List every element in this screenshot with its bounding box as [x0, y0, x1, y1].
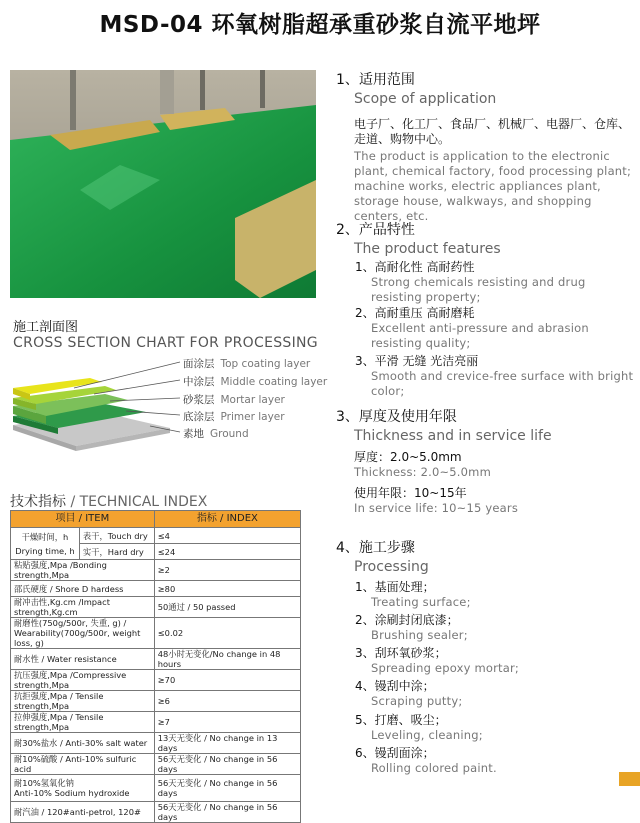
thickness-section	[336, 406, 636, 516]
table-row: 拉伸强度,Mpa / Tensile strength,Mpa ≥7	[11, 712, 301, 733]
scope-heading: 1、适用范围	[336, 72, 415, 88]
scope-body-cn: 电子厂、化工厂、食品厂、机械厂、电器厂、仓库、走道、购物中心。	[354, 117, 631, 146]
process-step: 3、刮环氧砂浆； Spreading epoxy mortar;	[355, 646, 519, 675]
table-row: 抗拒强度,Mpa / Tensile strength,Mpa ≥6	[11, 691, 301, 712]
drying-time-cell: 干燥时间，h Drying time, h	[11, 528, 80, 560]
scope-section	[336, 69, 636, 224]
cross-section-title-cn: 施工剖面图	[13, 320, 79, 335]
table-row: 粘贴强度,Mpa /Bonding strength,Mpa ≥2	[11, 560, 301, 581]
process-step: 1、基面处理； Treating surface;	[355, 580, 471, 609]
cross-section-title-en: CROSS SECTION CHART FOR PROCESSING	[13, 335, 318, 351]
scope-heading-en: Scope of application	[354, 91, 497, 107]
processing-heading-en: Processing	[354, 559, 429, 575]
thickness-heading-en: Thickness and in service life	[354, 428, 552, 444]
feature-item: 1、高耐化性 高耐药性 Strong chemicals resisting and drug resisting property;	[355, 260, 586, 304]
features-heading-en: The product features	[354, 241, 501, 257]
technical-index-table	[10, 510, 301, 823]
table-row: 抗压强度,Mpa /Compressive strength,Mpa ≥70	[11, 670, 301, 691]
table-row: 耐汽油 / 120#anti-petrol, 120# 56天无变化 / No change in 56 days	[11, 802, 301, 823]
service-life-cn: 使用年限：10~15年	[354, 486, 467, 500]
table-row: 耐冲击性,Kg.cm /Impact strength,Kg.cm 50通过 / 50 passed	[11, 597, 301, 618]
layer-label-ground: 素地 Ground	[183, 428, 249, 440]
features-section	[336, 219, 636, 257]
page-number-tab	[619, 772, 640, 786]
process-step: 2、涂刷封闭底漆； Brushing sealer;	[355, 613, 468, 642]
thickness-heading: 3、厚度及使用年限	[336, 409, 457, 425]
cross-section-diagram	[10, 352, 328, 452]
features-heading: 2、产品特性	[336, 222, 415, 238]
process-step: 4、镘刮中涂； Scraping putty;	[355, 679, 463, 708]
thickness-en: Thickness: 2.0~5.0mm	[354, 465, 491, 479]
layer-label-middle: 中涂层 Middle coating layer	[183, 376, 328, 388]
layer-label-mortar: 砂浆层 Mortar layer	[183, 394, 285, 406]
table-row	[11, 528, 301, 544]
processing-heading: 4、施工步骤	[336, 540, 415, 556]
hard-dry-cell: 实干，Hard dry	[79, 544, 154, 560]
touch-dry-cell: 表干，Touch dry	[79, 528, 154, 544]
table-row: 耐30%盐水 / Anti-30% salt water 13天无变化 / No change in 13 days	[11, 733, 301, 754]
table-header	[11, 511, 301, 528]
scope-body-en: The product is application to the electronic plant, chemical factory, food processing plant; machine works, electric appliances plant, storage house, walkways, and shopping centers, etc.	[354, 149, 632, 223]
cross-section-title	[13, 316, 318, 351]
table-row: 耐10%硫酸 / Anti-10% sulfuric acid 56天无变化 / No change in 56 days	[11, 754, 301, 775]
layer-label-primer: 底涂层 Primer layer	[183, 411, 285, 423]
floor-photo	[10, 70, 316, 298]
table-row: 耐水性 / Water resistance 48小时无变化/No change in 48 hours	[11, 649, 301, 670]
header-index: 指标 / INDEX	[154, 511, 300, 528]
page-title: MSD-04 环氧树脂超承重砂浆自流平地坪	[99, 12, 541, 38]
processing-section	[336, 537, 636, 575]
feature-item: 3、平滑 无缝 光洁亮丽 Smooth and crevice-free surface with bright color;	[355, 354, 634, 398]
process-step: 6、镘刮面涂； Rolling colored paint.	[355, 746, 497, 775]
header-item: 项目 / ITEM	[11, 511, 155, 528]
touch-dry-value: ≤4	[154, 528, 300, 544]
process-step: 5、打磨、吸尘； Leveling, cleaning;	[355, 713, 483, 742]
table-row: 耐10%氢氧化钠 Anti-10% Sodium hydroxide 56天无变化 / No change in 56 days	[11, 775, 301, 802]
table-row: 邵氏硬度 / Shore D hardess ≥80	[11, 581, 301, 597]
thickness-cn: 厚度：2.0~5.0mm	[354, 450, 462, 464]
hard-dry-value: ≤24	[154, 544, 300, 560]
layer-label-top: 面涂层 Top coating layer	[183, 358, 311, 370]
technical-index-title: 技术指标 / TECHNICAL INDEX	[10, 494, 208, 510]
service-life-en: In service life: 10~15 years	[354, 501, 519, 515]
feature-item: 2、高耐重压 高耐磨耗 Excellent anti-pressure and abrasion resisting quality;	[355, 306, 589, 350]
table-row: 耐磨性(750g/500r, 失重, g) / Wearability(700g/500r, weight loss, g) ≤0.02	[11, 618, 301, 649]
